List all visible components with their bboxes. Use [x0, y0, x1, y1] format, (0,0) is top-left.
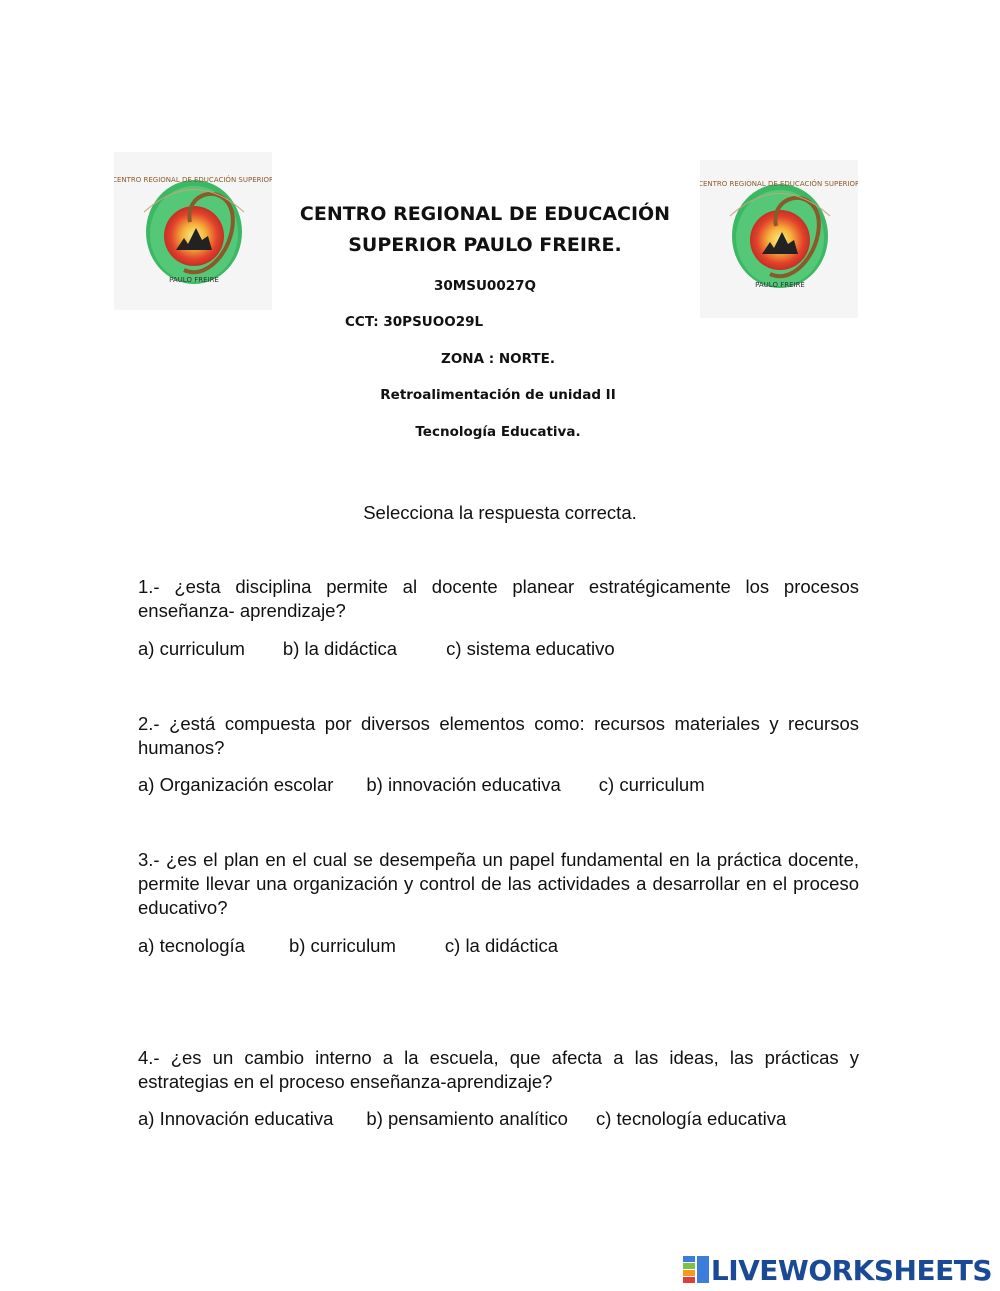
instructions: Selecciona la respuesta correcta.	[363, 502, 637, 523]
school-code: 30MSU0027Q	[434, 278, 536, 294]
q3-option-c[interactable]: c) la didáctica	[444, 935, 558, 956]
school-logo-left	[114, 152, 272, 310]
zone-label: ZONA : NORTE.	[441, 351, 555, 367]
q1-option-b[interactable]: b) la didáctica	[282, 638, 398, 659]
q1-option-c[interactable]: c) sistema educativo	[446, 638, 615, 659]
worksheet-subtitle: Retroalimentación de unidad II	[380, 387, 616, 403]
liveworksheets-logo-icon	[683, 1256, 709, 1284]
q3-option-b[interactable]: b) curriculum	[288, 935, 396, 956]
question-1: 1.- ¿esta disciplina permite al docente planear estratégicamente los procesos enseñanza- aprendizaje?	[138, 576, 859, 621]
liveworksheets-brand-text: LIVEWORKSHEETS	[710, 1253, 992, 1287]
school-name-line1: CENTRO REGIONAL DE EDUCACIÓN	[299, 203, 671, 225]
question-1-options	[138, 637, 615, 661]
q2-option-c[interactable]: c) curriculum	[598, 774, 705, 795]
question-3: 3.- ¿es el plan en el cual se desempeña un papel fundamental en la práctica docente, permite llevar una organización y control de las actividades a desarrollar en el proceso educativo?	[138, 849, 859, 918]
q2-option-b[interactable]: b) innovación educativa	[366, 774, 561, 795]
school-logo-emblem-icon	[114, 152, 272, 310]
svg-text:PAULO FREIRE: PAULO FREIRE	[755, 281, 805, 289]
course-name: Tecnología Educativa.	[415, 424, 581, 440]
svg-text:CENTRO REGIONAL DE EDUCACIÓN S: CENTRO REGIONAL DE EDUCACIÓN SUPERIOR	[700, 180, 858, 188]
school-name-line2: SUPERIOR PAULO FREIRE.	[348, 234, 622, 256]
svg-text:PAULO FREIRE: PAULO FREIRE	[169, 276, 219, 284]
question-2-options	[138, 773, 705, 797]
question-4: 4.- ¿es un cambio interno a la escuela, que afecta a las ideas, las prácticas y estrategias en el proceso enseñanza-aprendizaje?	[138, 1047, 859, 1092]
q2-option-a[interactable]: a) Organización escolar	[138, 774, 334, 795]
q4-option-c[interactable]: c) tecnología educativa	[595, 1108, 787, 1129]
question-3-options	[138, 934, 558, 958]
q3-option-a[interactable]: a) tecnología	[138, 935, 245, 956]
school-logo-emblem-icon	[700, 160, 858, 318]
q1-option-a[interactable]: a) curriculum	[138, 638, 245, 659]
q4-option-a[interactable]: a) Innovación educativa	[138, 1108, 334, 1129]
question-2: 2.- ¿está compuesta por diversos elementos como: recursos materiales y recursos humanos?	[138, 713, 859, 758]
cct-code: CCT: 30PSUOO29L	[345, 314, 484, 330]
q4-option-b[interactable]: b) pensamiento analítico	[366, 1108, 568, 1129]
question-4-options	[138, 1107, 786, 1131]
school-logo-right	[700, 160, 858, 318]
svg-text:CENTRO REGIONAL DE EDUCACIÓN S: CENTRO REGIONAL DE EDUCACIÓN SUPERIOR	[114, 176, 272, 184]
liveworksheets-brand[interactable]	[683, 1254, 992, 1286]
